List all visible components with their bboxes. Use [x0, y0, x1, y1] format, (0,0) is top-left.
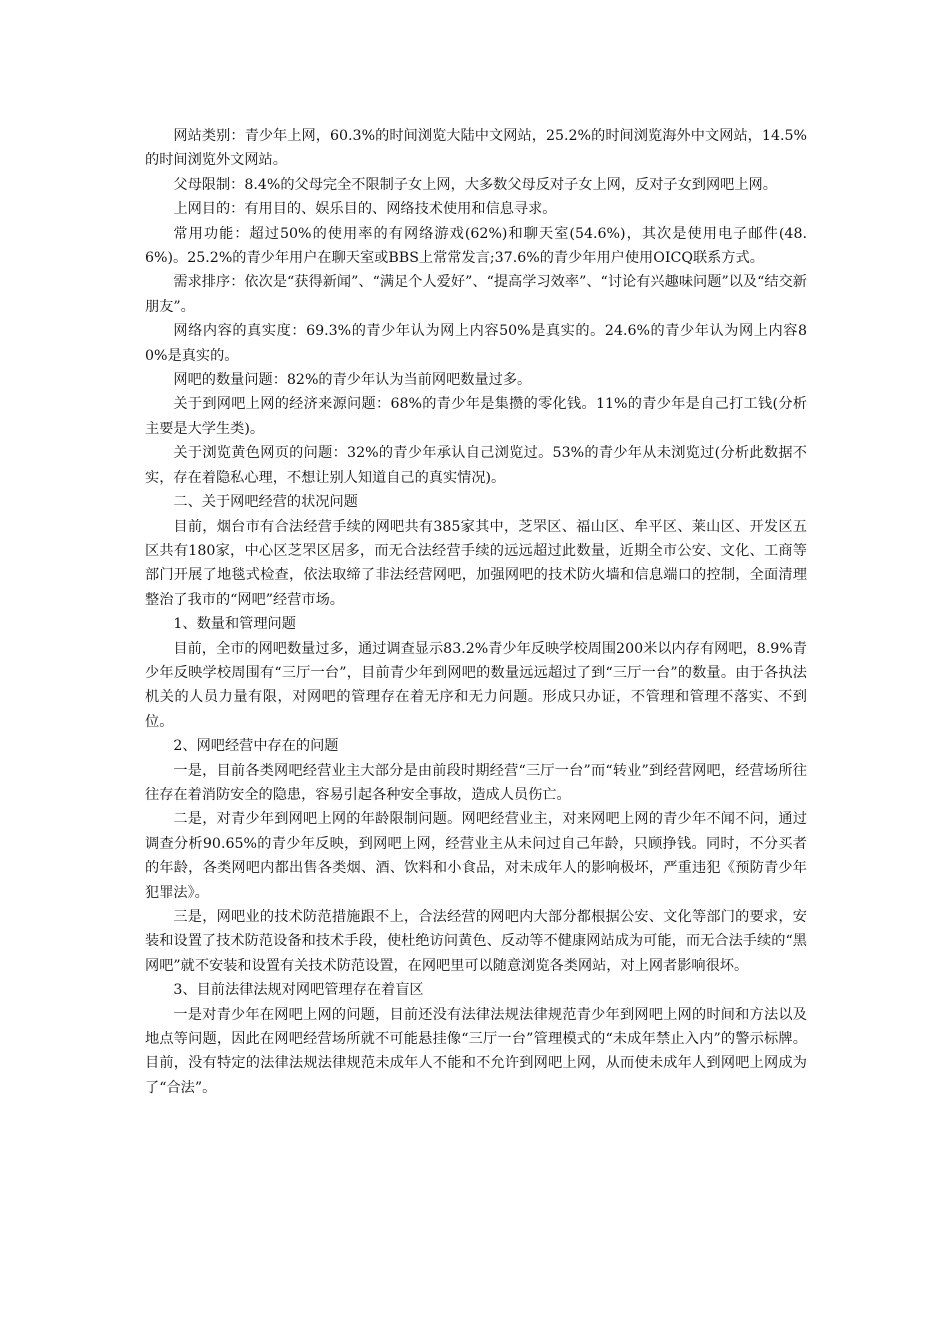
paragraph-problem-one: 一是，目前各类网吧经营业主大部分是由前段时期经营“三厅一台”而“转业”到经营网吧，经营场所往往存在着消防安全的隐患，容易引起各种安全事故，造成人员伤亡。 [145, 762, 807, 803]
paragraph-common-functions: 常用功能：超过50%的使用率的有网络游戏(62%)和聊天室(54.6%)，其次是使用电子邮件(48.6%)。25.2%的青少年用户在聊天室或BBS上常常发言;37.6%的青少年用户使用OICQ联系方式。 [145, 225, 807, 267]
paragraph-current-status: 目前，烟台市有合法经营手续的网吧共有385家其中，芝罘区、福山区、牟平区、莱山区、开发区五区共有180家，中心区芝罘区居多，而无合法经营手续的远远超过此数量，近期全市公安、文化、工商等部门开展了地毯式检查，依法取缔了非法经营网吧，加强网吧的技术防火墙和信息端口的控制，全面清理整治了我市的“网吧”经营市场。 [145, 518, 807, 608]
paragraph-funding-source: 关于到网吧上网的经济来源问题：68%的青少年是集攒的零化钱。11%的青少年是自己打工钱(分析主要是大学生类)。 [145, 396, 807, 437]
paragraph-needs-ranking: 需求排序：依次是“获得新闻”、“满足个人爱好”、“提高学习效率”、“讨论有兴趣味问题”以及“结交新朋友”。 [145, 274, 807, 315]
paragraph-legal-one: 一是对青少年在网吧上网的问题，目前还没有法律法规法律规范青少年到网吧上网的时间和方法以及地点等问题，因此在网吧经营场所就不可能悬挂像“三厅一台”管理模式的“未成年禁止入内”的警示标牌。目前，没有特定的法律法规法律规范未成年人不能和不允许到网吧上网，从而使未成年人到网吧上网成为了“合法”。 [145, 1006, 807, 1096]
subheading-operation-problems: 2、网吧经营中存在的问题 [173, 738, 339, 755]
document-body [145, 124, 807, 1100]
subheading-quantity-management: 1、数量和管理问题 [173, 616, 296, 633]
paragraph-quantity-management: 目前，全市的网吧数量过多，通过调查显示83.2%青少年反映学校周围200米以内存有网吧，8.9%青少年反映学校周围有“三厅一台”，目前青少年到网吧的数量远远超过了到“三厅一台”的数量。由于各执法机关的人员力量有限，对网吧的管理存在着无序和无力问题。形成只办证，不管理和管理不落实、不到位。 [145, 640, 807, 730]
paragraph-content-truthfulness: 网络内容的真实度：69.3%的青少年认为网上内容50%是真实的。24.6%的青少年认为网上内容80%是真实的。 [145, 323, 807, 364]
subheading-legal-blind-spots: 3、目前法律法规对网吧管理存在着盲区 [173, 982, 424, 999]
paragraph-adult-content: 关于浏览黄色网页的问题：32%的青少年承认自己浏览过。53%的青少年从未浏览过(分析此数据不实，存在着隐私心理，不想让别人知道自己的真实情况)。 [145, 445, 807, 486]
paragraph-cafe-count: 网吧的数量问题：82%的青少年认为当前网吧数量过多。 [173, 372, 532, 389]
paragraph-online-purpose: 上网目的：有用目的、娱乐目的、网络技术使用和信息寻求。 [173, 201, 557, 218]
paragraph-parental-limits: 父母限制：8.4%的父母完全不限制子女上网，大多数父母反对子女上网，反对子女到网吧上网。 [173, 176, 777, 193]
section-heading-operations: 二、关于网吧经营的状况问题 [173, 494, 358, 511]
paragraph-website-category: 网站类别：青少年上网，60.3%的时间浏览大陆中文网站，25.2%的时间浏览海外中文网站，14.5%的时间浏览外文网站。 [145, 128, 807, 169]
paragraph-problem-two: 二是，对青少年到网吧上网的年龄限制问题。网吧经营业主，对来网吧上网的青少年不闻不问，通过调查分析90.65%的青少年反映，到网吧上网，经营业主从未问过自己年龄，只顾挣钱。同时，不分买者的年龄，各类网吧内都出售各类烟、酒、饮料和小食品，对未成年人的影响极坏，严重违犯《预防青少年犯罪法》。 [145, 811, 807, 901]
paragraph-problem-three: 三是，网吧业的技术防范措施跟不上，合法经营的网吧内大部分都根据公安、文化等部门的要求，安装和设置了技术防范设备和技术手段，使杜绝访问黄色、反动等不健康网站成为可能，而无合法手续的“黑网吧”就不安装和设置有关技术防范设置，在网吧里可以随意浏览各类网站，对上网者影响很坏。 [145, 909, 807, 974]
